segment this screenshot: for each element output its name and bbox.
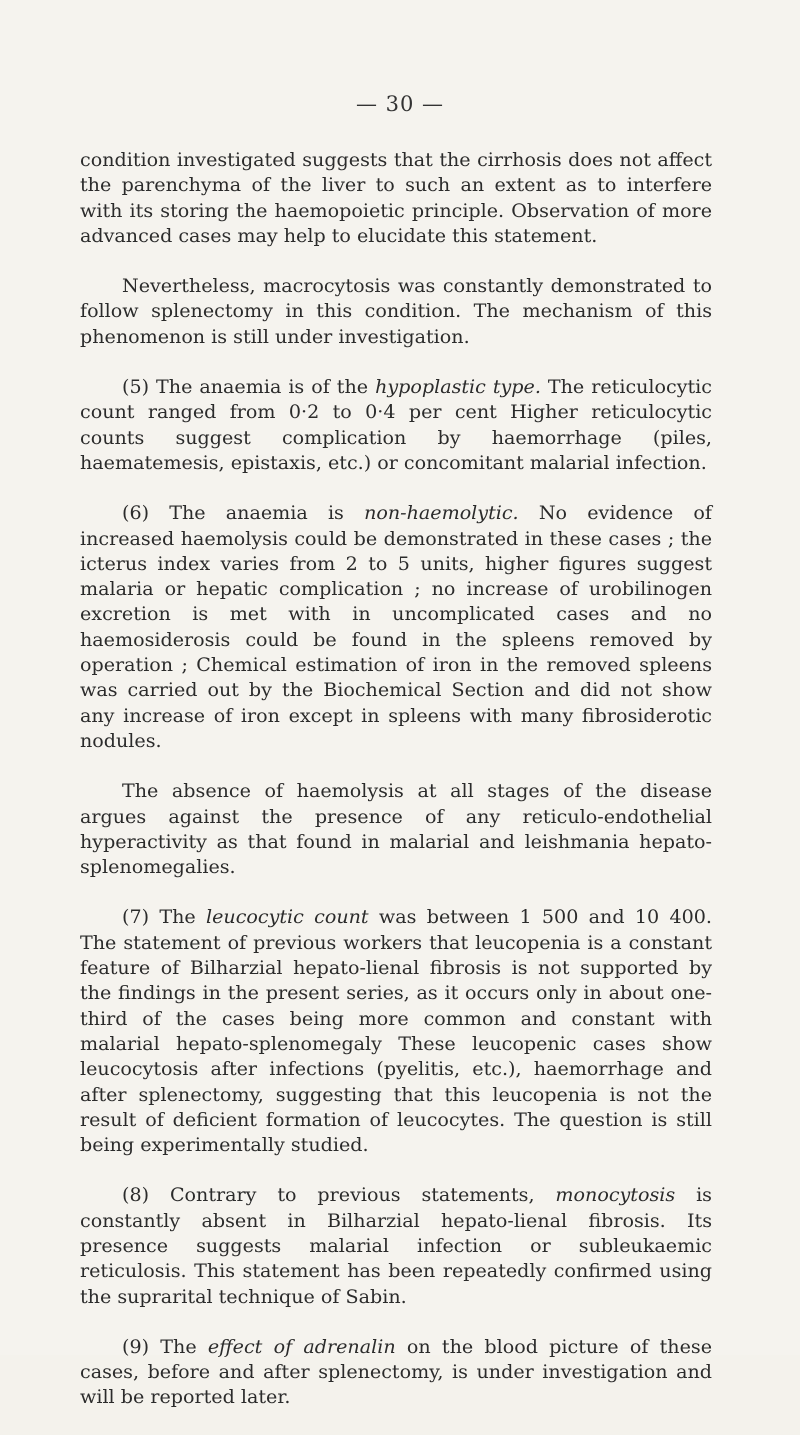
paragraph-rest: on the blood picture of these cases, before and after splenectomy, is under investigation and will be reported later. <box>80 1334 712 1409</box>
paragraph-emphasis: monocytosis <box>555 1183 676 1207</box>
paragraph-prefix: (5) The anaemia is of the <box>122 375 376 399</box>
paragraph-emphasis: hypoplastic type. <box>375 375 541 399</box>
paragraph-rest: The reticulocytic count ranged from 0·2 to 0·4 per cent Higher reticulocytic counts suggest complication by haemorrhage (piles, haematemesis, epistaxis, etc.) or concomitant malarial infection. <box>80 375 712 474</box>
paragraph-point-9 <box>80 1334 712 1410</box>
paragraph-prefix: (7) The <box>122 905 206 929</box>
paragraph-emphasis: leucocytic count <box>205 905 369 929</box>
paragraph-rest: is constantly absent in Bilharzial hepato-lienal fibrosis. Its presence suggests malarial infection or subleukaemic reticulosis. This statement has been repeatedly confirmed using the suprarital technique of Sabin. <box>80 1183 712 1308</box>
paragraph-text: condition investigated suggests that the cirrhosis does not affect the parenchyma of the liver to such an extent as to interfere with its storing the haemopoietic principle. Observation of more advanced cases may help to elucidate this statement. <box>80 148 712 247</box>
paragraph-text: The absence of haemolysis at all stages of the disease argues against the presence of any reticulo-endothelial hyperactivity as that found in malarial and leishmania hepato-splenomegalies. <box>80 779 712 879</box>
paragraph-continuation <box>80 147 712 248</box>
paragraph-text: Nevertheless, macrocytosis was constantly demonstrated to follow splenectomy in this condition. The mechanism of this phenomenon is still under investigation. <box>80 274 712 348</box>
paragraph-point-6 <box>80 500 712 753</box>
paragraph-prefix: (8) Contrary to previous statements, <box>122 1183 556 1207</box>
paragraph-haemolysis-absence <box>80 778 712 879</box>
page-number: — 30 — <box>355 92 445 116</box>
paragraph-point-5 <box>80 374 712 475</box>
paragraph-point-7 <box>80 904 712 1157</box>
paragraph-emphasis: effect of adrenalin <box>207 1334 396 1358</box>
paragraph-prefix: (9) The <box>122 1334 208 1358</box>
body-text <box>80 147 712 1435</box>
paragraph-rest: was between 1 500 and 10 400. The statement of previous workers that leucopenia is a constant feature of Bilharzial hepato-lienal fibrosis is not supported by the findings in the present series, as it occurs only in about one-third of the cases being more common and constant with malarial hepato-splenomegaly These leucopenic cases show leucocytosis after infections (pyelitis, etc.), haemorrhage and after splenectomy, suggesting that this leucopenia is not the result of deficient formation of leucocytes. The question is still being experimentally studied. <box>80 905 712 1157</box>
paragraph-prefix: (6) The anaemia is <box>122 501 365 525</box>
paragraph-emphasis: non-haemolytic. <box>364 501 519 525</box>
paragraph-point-8 <box>80 1182 712 1308</box>
paragraph-macrocytosis <box>80 273 712 349</box>
paragraph-rest: No evidence of increased haemolysis could be demonstrated in these cases ; the icterus index varies from 2 to 5 units, higher figures suggest malaria or hepatic complication ; no increase of urobilinogen excretion is met with in uncomplicated cases and no haemosiderosis could be found in the spleens removed by operation ; Chemical estimation of iron in the removed spleens was carried out by the Biochemical Section and did not show any increase of iron except in spleens with many fibrosiderotic nodules. <box>80 501 712 752</box>
